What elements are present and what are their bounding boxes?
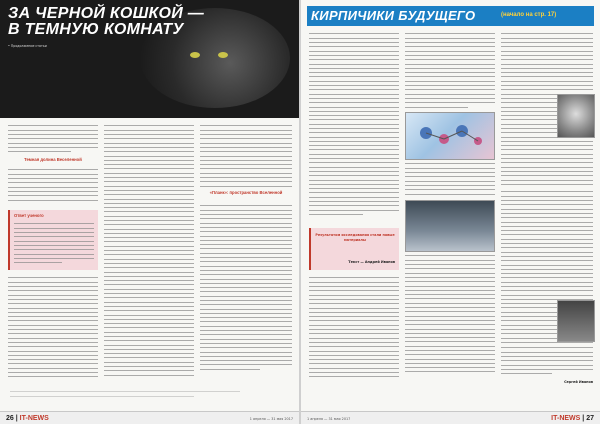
issue-date: 1 апреля — 31 мая 2017 <box>307 417 351 421</box>
cat-eye-right <box>218 52 228 58</box>
column-c3 <box>501 346 593 376</box>
column-3 <box>200 124 292 188</box>
column-a <box>309 32 399 217</box>
column-b2 <box>405 162 495 196</box>
column-1 <box>8 124 98 154</box>
column-3b <box>200 204 292 372</box>
page-number: 26 <box>6 415 14 422</box>
subhead-2: «Планк»: пространство Вселенной <box>209 190 283 195</box>
micro-photo <box>557 94 595 138</box>
page-title: КИРПИЧИКИ БУДУЩЕГО <box>311 8 476 23</box>
bottom-note <box>10 390 240 399</box>
pull-quote: Результатом исследования стали новые материалы <box>315 233 395 242</box>
section-title: Темная долина Веселенной <box>24 157 82 162</box>
page-number: 27 <box>586 415 594 422</box>
lead-label: • Продолжение статьи <box>8 44 47 48</box>
page-title: ЗА ЧЕРНОЙ КОШКОЙ — В ТЕМНУЮ КОМНАТУ <box>8 5 205 38</box>
issue-date: 1 апреля — 31 мая 2017 <box>249 417 293 421</box>
cat-eye-left <box>190 52 200 58</box>
article-author: Текст — Андрей Иванов <box>348 260 395 264</box>
left-page <box>0 0 299 424</box>
column-b <box>405 32 495 109</box>
quote-box <box>309 228 399 270</box>
column-b3 <box>405 254 495 374</box>
portrait-photo <box>557 300 595 342</box>
sidebar-title: Ответ ученого <box>14 213 44 218</box>
brand-name: IT-NEWS <box>551 415 581 422</box>
right-page <box>301 0 600 424</box>
lab-photo <box>405 200 495 252</box>
left-footer: 26 | IT-NEWS 1 апреля — 31 мая 2017 <box>0 411 299 424</box>
column-2 <box>104 124 194 378</box>
column-1c <box>8 276 98 379</box>
right-footer: 1 апреля — 31 мая 2017 IT-NEWS | 27 <box>301 411 600 424</box>
molecule-photo <box>405 112 495 160</box>
column-a2 <box>309 276 399 379</box>
signature: Сергей Иванов <box>564 380 593 384</box>
continued-label: (начало на стр. 17) <box>501 12 557 18</box>
brand-name: IT-NEWS <box>19 415 49 422</box>
molecule-icon <box>406 113 494 159</box>
hero-image <box>0 0 299 118</box>
sidebar-box <box>8 210 98 270</box>
column-1b <box>8 168 98 202</box>
